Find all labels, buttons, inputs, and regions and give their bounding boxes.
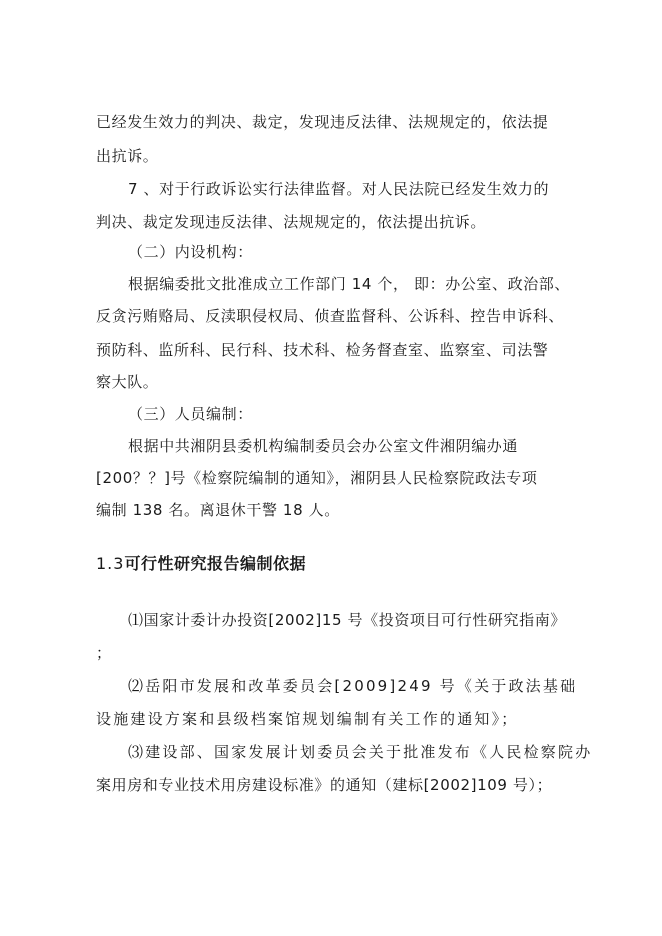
paragraph-line: 反贪污贿赂局、反渎职侵权局、侦查监督科、公诉科、控告申诉科、 [96,307,565,325]
subsection-heading: （二）内设机构： [128,243,253,261]
basis-item-line: ⑴国家计委计办投资[2002]15 号《投资项目可行性研究指南》 [128,611,566,629]
paragraph-line: 判决、裁定发现违反法律、法规规定的，依法提出抗诉。 [96,213,487,231]
paragraph-line: 根据中共湘阴县委机构编制委员会办公室文件湘阴编办通 [128,437,519,455]
paragraph-line: [200？？]号《检察院编制的通知》，湘阴县人民检察院政法专项 [96,469,538,487]
paragraph-line: 根据编委批文批准成立工作部门 14 个， 即：办公室、政治部、 [128,275,570,293]
paragraph-line: 出抗诉。 [96,147,159,165]
basis-item-line: ； [96,644,112,662]
section-title: 可行性研究报告编制依据 [124,554,306,573]
basis-item-line: 设施建设方案和县级档案馆规划编制有关工作的通知》； [96,710,519,728]
paragraph-line: 7 、对于行政诉讼实行法律监督。对人民法院已经发生效力的 [128,180,550,198]
subsection-heading: （三）人员编制： [128,405,253,423]
section-number: 1.3 [96,554,125,573]
paragraph-line: 已经发生效力的判决、裁定，发现违反法律、法规规定的，依法提 [96,113,549,131]
paragraph-line: 预防科、监所科、民行科、技术科、检务督查室、监察室、司法警 [96,341,549,359]
paragraph-line: 察大队。 [96,373,159,391]
basis-item-line: ⑶建设部、国家发展计划委员会关于批准发布《人民检察院办 [128,743,593,761]
paragraph-line: 编制 138 名。离退休干警 18 人。 [96,501,340,519]
basis-item-line: ⑵岳阳市发展和改革委员会[2009]249 号《关于政法基础 [128,677,578,695]
section-heading [96,553,306,575]
basis-item-line: 案用房和专业技术用房建设标准》的通知（建标[2002]109 号）； [96,776,553,794]
